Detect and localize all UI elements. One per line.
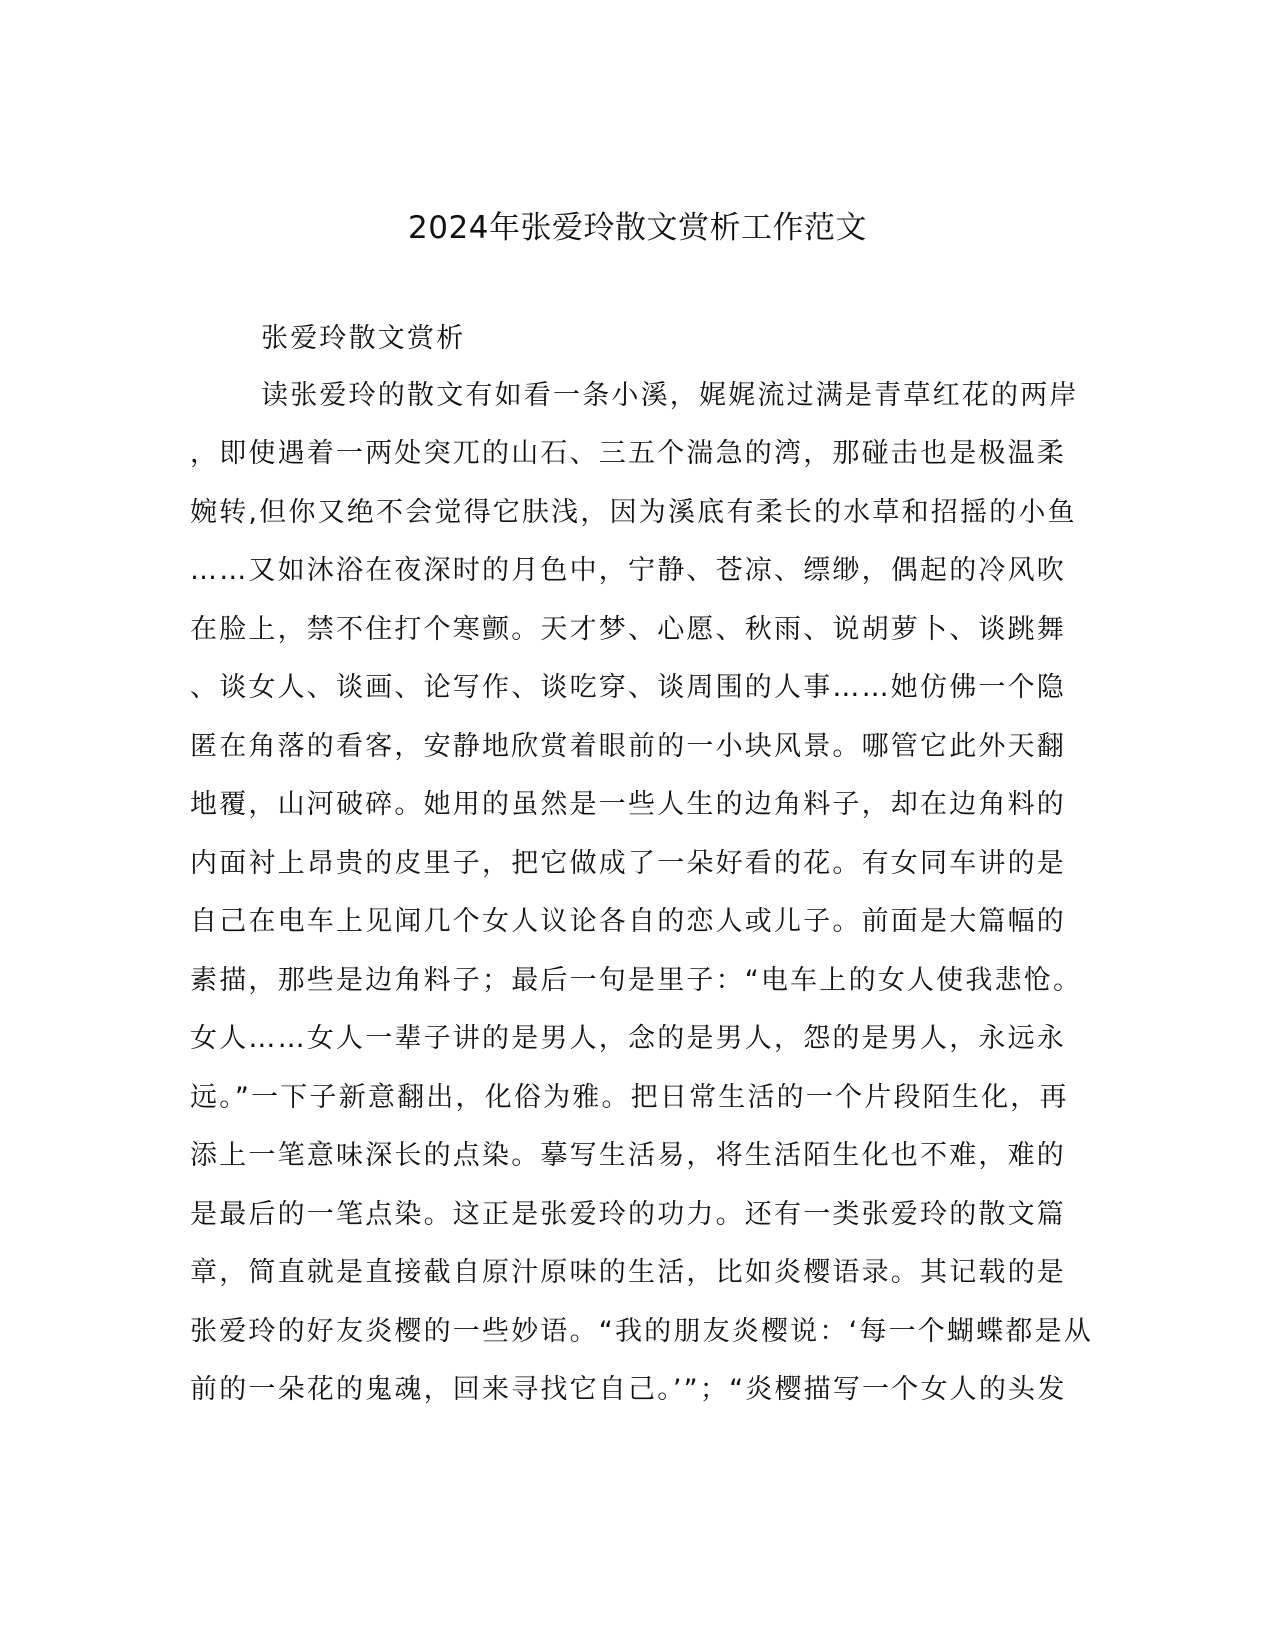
paragraph-line: 添上一笔意味深长的点染。摹写生活易，将生活陌生化也不难，难的	[190, 1140, 1066, 1171]
paragraph-line: 女人……女人一辈子讲的是男人，念的是男人，怨的是男人，永远永	[190, 1023, 1066, 1054]
paragraph-line: 婉转,但你又绝不会觉得它肤浅，因为溪底有柔长的水草和招摇的小鱼	[190, 497, 1077, 528]
paragraph-line: 前的一朵花的鬼魂，回来寻找它自己。’”；“炎樱描写一个女人的头发	[190, 1374, 1067, 1405]
paragraph-line: 自己在电车上见闻几个女人议论各自的恋人或儿子。前面是大篇幅的	[190, 906, 1066, 937]
paragraph-line: 章，简直就是直接截自原汁原味的生活，比如炎樱语录。其记载的是	[190, 1257, 1066, 1288]
paragraph-line: 地覆，山河破碎。她用的虽然是一些人生的边角料子，却在边角料的	[190, 789, 1066, 820]
paragraph-line: 素描，那些是边角料子；最后一句是里子：“电车上的女人使我悲怆。	[190, 965, 1083, 996]
paragraph-line: 是最后的一笔点染。这正是张爱玲的功力。还有一类张爱玲的散文篇	[190, 1199, 1066, 1230]
paragraph-line: ……又如沐浴在夜深时的月色中，宁静、苍凉、缥缈，偶起的冷风吹	[190, 555, 1066, 586]
paragraph-line: 、谈女人、谈画、论写作、谈吃穿、谈周围的人事……她仿佛一个隐	[190, 672, 1066, 703]
document-title: 2024年张爱玲散文赏析工作范文	[408, 210, 867, 246]
paragraph-line: ，即使遇着一两处突兀的山石、三五个湍急的湾，那碰击也是极温柔	[190, 438, 1066, 469]
section-subtitle: 张爱玲散文赏析	[261, 323, 466, 354]
paragraph-line: 张爱玲的好友炎樱的一些妙语。“我的朋友炎樱说：‘每一个蝴蝶都是从	[190, 1316, 1093, 1347]
paragraph-line: 远。”一下子新意翻出，化俗为雅。把日常生活的一个片段陌生化，再	[190, 1082, 1069, 1113]
paragraph-line: 匿在角落的看客，安静地欣赏着眼前的一小块风景。哪管它此外天翻	[190, 731, 1066, 762]
paragraph-line: 在脸上，禁不住打个寒颤。天才梦、心愿、秋雨、说胡萝卜、谈跳舞	[190, 614, 1066, 645]
paragraph-line: 读张爱玲的散文有如看一条小溪，娓娓流过满是青草红花的两岸	[261, 380, 1079, 411]
paragraph-line: 内面衬上昂贵的皮里子，把它做成了一朵好看的花。有女同车讲的是	[190, 848, 1066, 879]
